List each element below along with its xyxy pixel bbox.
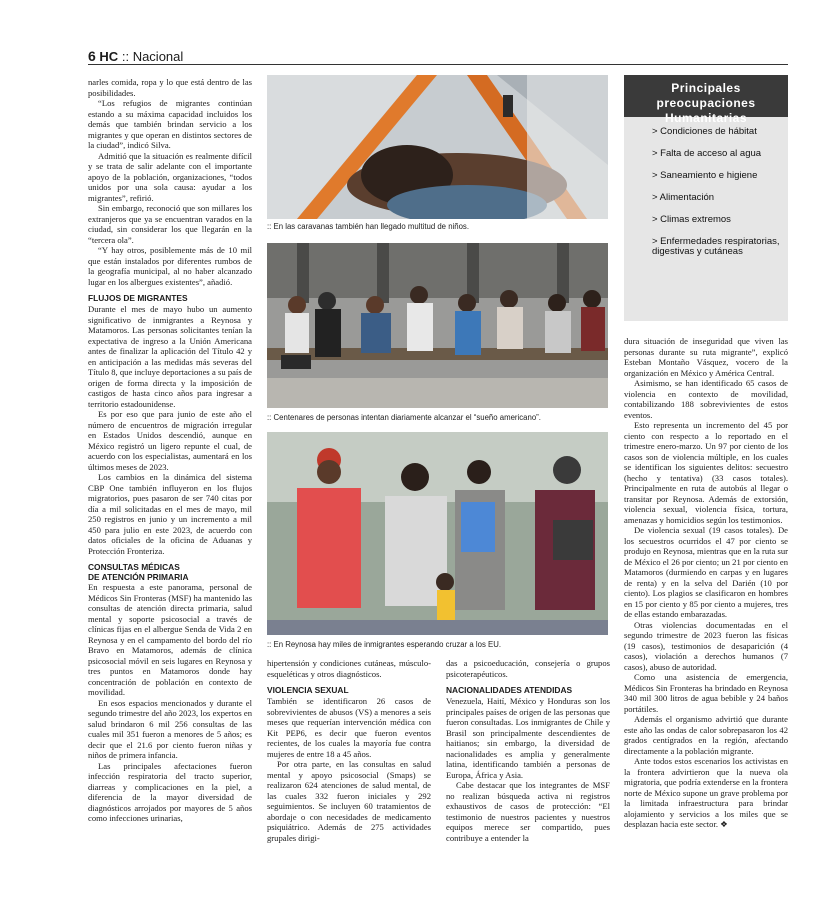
subheading [88,562,252,582]
paragraph: hipertensión y condiciones cutáneas, músculo-esqueléticas y otros diagnósticos. [267,658,431,679]
paragraph: Esto representa un incremento del 45 por ciento con respecto a lo reportado en el trimestre enero-marzo. Un 97 por ciento de los casos son de violencia múltiple, en los cuales se identifican los siguientes delitos: secuestro (hecho y tentativa) (33 casos totales). Principalmente en ruta de autobús al llegar o transitar por Reynosa. Además de extorsión, violencia sexual, violencia física, tortura, amenazas y homicidios según los testimonios. [624,420,788,525]
paragraph: Ante todos estos escenarios los activistas en la frontera advirtieron que la nueva ola migratoria, que podría extenderse en la frontera norte de México supone un grave problema por la limitada infraestructura para brindar alojamiento y servicios a los miles que se desplazan hacia este sector. ❖ [624,756,788,829]
article-column-2 [267,658,431,848]
paragraph: Las principales afectaciones fueron infección respiratoria del tracto superior, diarreas y complicaciones en la piel, a diferencia de la mayor diversidad de diagnósticos arrojados por mayores de 5 años como infecciones urinarias, [88,760,252,823]
subheading: FLUJOS DE MIGRANTES [88,293,188,303]
paragraph: Durante el mes de mayo hubo un aumento significativo de inmigrantes a Reynosa y Matamoros. Las personas solicitantes tenían la expectativa de ingreso a la Unión Americana antes de finalizar la aplicación del Título 42 y en anticipación a las medidas más severas del Título 8, que incluye deportaciones a su país de origen de forma directa y la imposición de castigos de hasta cinco años para ingresar a territorio estadounidense. [88,304,252,409]
paragraph: “Los refugios de migrantes continúan estando a su máxima capacidad incluidos los demás que también brindan servicio a los migrantes y que operan en distintos sectores de la ciudad”, indicó Silva. [88,98,252,150]
paragraph: También se identificaron 26 casos de sobrevivientes de abusos (VS) a menores a seis meses que requerían intervención médica con Kit PEP6, es decir que fueron eventos recientes, de los cuales la mayoría fue contra mujeres de entre 18 a 45 años. [267,696,431,759]
subheading-line: CONSULTAS MÉDICAS [88,562,180,572]
paragraph: Admitió que la situación es realmente difícil y se trata de salir adelante con el importante apoyo de la población, organizaciones, “todos unidos por una sola causa: ayudar a los migrantes”, refirió. [88,150,252,203]
paragraph: Asimismo, se han identificado 65 casos de violencia en contexto de movilidad, contabilizando 188 sobrevivientes de estos eventos. [624,378,788,420]
photo-caption [267,222,608,232]
publication-logo: HC [99,49,119,64]
caption-marker: :: [267,640,272,649]
box-title: Principales preocupaciones Humanitarias [624,75,788,117]
header-separator: :: [121,49,130,64]
paragraph: Venezuela, Haití, México y Honduras son los principales países de origen de las personas que fueron consultadas. Los inmigrantes de Chile y Brasil son principalmente descendientes de haitianos; sin embargo, la diversidad de nacionalidades es amplia y generalmente latina, identificando también a personas de Europa, África y Asia. [446,696,610,780]
caption-text: Centenares de personas intentan diariamente alcanzar el “sueño americano”. [273,413,541,422]
paragraph: Es por eso que para junio de este año el número de encuentros de migración irregular en Estados Unidos descendió, aunque en México registró un ligero repunte el cual, de acuerdo con los especialistas, aumentará en los últimos meses de 2023. [88,409,252,472]
paragraph: Como una asistencia de emergencia, Médicos Sin Fronteras ha brindado en Reynosa 340 mil 300 litros de agua bebible y 24 baños portátiles. [624,672,788,714]
paragraph: Sin embargo, reconoció que son millares los extranjeros que ya se encuentran varados en la ciudad, sin considerar los que llegarán en la “tercera ola”. [88,203,252,245]
concerns-list [624,117,788,257]
caption-marker: :: [267,222,272,231]
paragraph: Cabe destacar que los integrantes de MSF no realizan búsqueda activa ni registros exhaustivos de casos de protección: “El testimonio de nuestros pacientes y nuestros equipos merece ser compartido, pues contribuye a entender la [446,780,610,843]
list-item: > Enfermedades respiratorias, digestivas y cutáneas [652,236,780,257]
article-column-4 [624,336,788,848]
list-item: > Alimentación [652,192,715,203]
paragraph: Los cambios en la dinámica del sistema CBP One también influyeron en los flujos migratorios, pues pasaron de ser 740 citas por día a mil solicitadas en el mes de mayo, mil 250 registros en junio y un incremento a mil 450 para julio en este 2023, de acuerdo con datos oficiales de la oficina de Aduanas y Protección Fronteriza. [88,472,252,556]
article-column-1 [88,77,252,849]
photo-caption [267,640,608,650]
caption-text: En las caravanas también han llegado multitud de niños. [273,222,469,231]
section-name: Nacional [132,49,184,64]
article-column-3 [446,658,610,848]
paragraph: Por otra parte, en las consultas en salud mental y apoyo psicosocial (Smaps) se realizaron 624 atenciones de salud mental, de las cuales 332 fueron iniciales y 292 seguimientos. Se incluyen 60 tratamientos de abordaje o con necesidades de medicamento psiquiátrico. Además de 275 actividades grupales dirigi- [267,759,431,843]
page-header [88,48,183,64]
photo-caption [267,413,608,423]
list-item: > Climas extremos [652,214,731,225]
paragraph: Otras violencias documentadas en el segundo trimestre de 2023 fueron las físicas (19 casos), testimonios de desaparición (4 casos), violación a derechos humanos (7 casos), abuso de autoridad. [624,619,788,672]
humanitarian-concerns-box [624,75,788,321]
paragraph: narles comida, ropa y lo que está dentro de las posibilidades. [88,77,252,98]
subheading: VIOLENCIA SEXUAL [267,685,349,695]
paragraph: dura situación de inseguridad que viven las personas durante su ruta migrante”, explicó Esteban Montaño Vásquez, vocero de la organización en México y América Central. [624,336,788,378]
list-item: > Saneamiento e higiene [652,170,758,181]
subheading: NACIONALIDADES ATENDIDAS [446,685,573,695]
paragraph: En esos espacios mencionados y durante el segundo trimestre del año 2023, los expertos en salud brindaron 6 mil 256 consultas de las cuales mil 351 fueron a menores de 5 años; es decir que el 21.6 por ciento fueron niñas y niños de primera infancia. [88,697,252,760]
list-item: > Condiciones de hábitat [652,126,757,137]
caption-text: En Reynosa hay miles de inmigrantes esperando cruzar a los EU. [273,640,502,649]
page-number: 6 [88,48,96,64]
header-rule [88,64,788,65]
paragraph: De violencia sexual (19 casos totales). De los secuestros ocurridos el 47 por ciento se produjo en Reynosa, mientras que en la ruta sur de México el 26 por ciento; un 21 por ciento en Matamoros (durmiendo en carpas y en lugares de renta) y en la selva del Darién (10 por ciento). Los plagios se clasificaron en hombres en 15 por ciento y 85 por ciento a mujeres, tres de ellas estando embarazadas. [624,525,788,619]
caption-marker: :: [267,413,272,422]
subheading-line: DE ATENCIÓN PRIMARIA [88,572,189,582]
photo-tent-child [267,75,608,219]
list-item: > Falta de acceso al agua [652,148,762,159]
paragraph: das a psicoeducación, consejería o grupos psicoterapéuticos. [446,658,610,679]
paragraph: “Y hay otros, posiblemente más de 10 mil que están instalados por diferentes rumbos de la geografía municipal, al no haber alcanzado lugar en los albergues existentes”, añadió. [88,245,252,287]
paragraph: En respuesta a este panorama, personal de Médicos Sin Fronteras (MSF) ha mantenido las consultas de atención directa primaria, salud mental y soporte psicosocial a través de clínicas fijas en el albergue Senda de Vida 2 en Reynosa y en el campamento del bordo del río Bravo en Matamoros, además de clínica psicosocial móvil en seis lugares en Reynosa y tres puntos en Matamoros donde hay concentración de población en contexto de movilidad. [88,582,252,697]
photo-migrants-line [267,432,608,635]
paragraph: Además el organismo advirtió que durante este año las ondas de calor sobrepasaron los 42 grados centígrados en la región, afectando directamente a la población migrante. [624,714,788,756]
photo-waiting-crowd [267,243,608,408]
